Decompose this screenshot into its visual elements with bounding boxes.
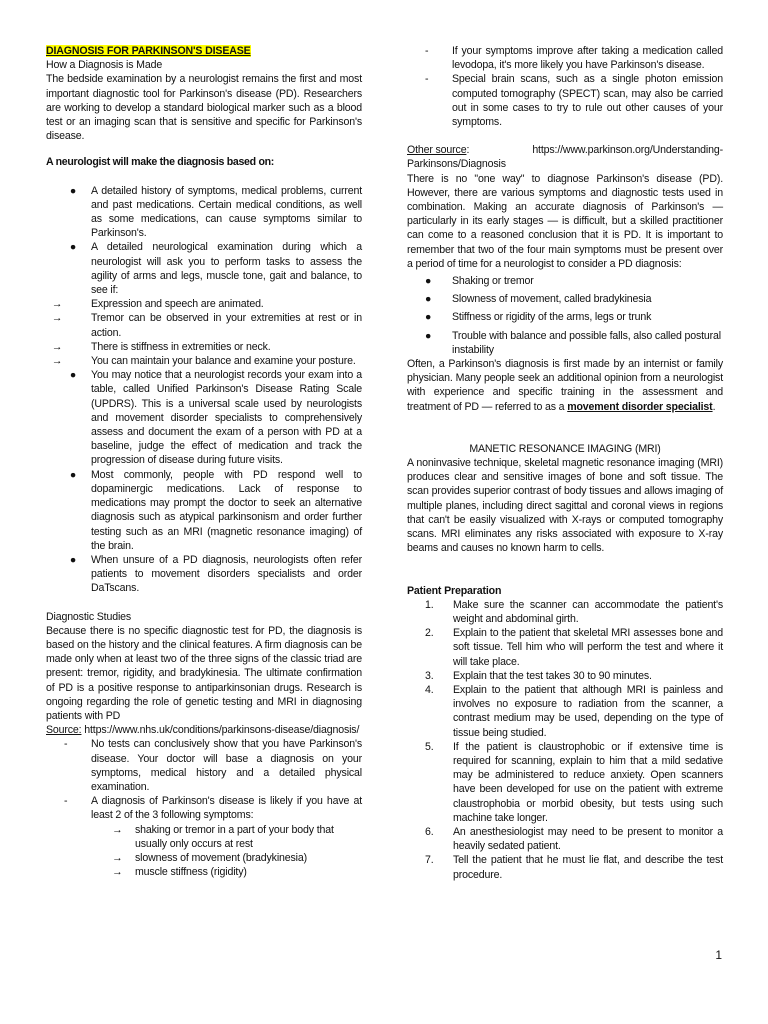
- main-symptoms-list: [407, 274, 723, 357]
- bullet-icon: ●: [425, 329, 432, 342]
- source-line: [46, 723, 362, 737]
- arrow-right-icon: →: [112, 866, 123, 879]
- document-title: DIAGNOSIS FOR PARKINSON'S DISEASE: [46, 45, 251, 57]
- source-dash-list: [46, 737, 362, 822]
- arrow-right-icon: →: [51, 355, 63, 368]
- basis-list: [46, 184, 362, 298]
- list-item: 6. An anesthesiologist may need to be present to monitor a heavily sedated patient.: [425, 825, 723, 853]
- movement-disorder-specialist-link[interactable]: movement disorder specialist: [567, 400, 713, 413]
- list-item: → Expression and speech are animated.: [46, 297, 362, 311]
- list-item: ● Most commonly, people with PD respond well to dopaminergic medications. Lack of response to medications may prompt the doctor to seek an alternative diagnosis such as atypical parkinsonism and order further testing such as an MRI (magnetic resonance imaging) of the brain.: [46, 468, 362, 553]
- arrow-right-icon: →: [112, 823, 123, 836]
- list-item: - A diagnosis of Parkinson's disease is likely if you have at least 2 of the 3 following symptoms:: [64, 795, 362, 822]
- list-item: 1. Make sure the scanner can accommodate the patient's weight and abdominal girth.: [425, 598, 723, 625]
- list-item: ● Trouble with balance and possible falls, also called postural instability: [425, 329, 721, 356]
- list-item: → shaking or tremor in a part of your body that usually only occurs at rest: [112, 823, 334, 850]
- basis-heading: A neurologist will make the diagnosis based on:: [46, 156, 275, 169]
- list-item: - If your symptoms improve after taking a medication called levodopa, it's more likely you have Parkinson's disease.: [425, 45, 723, 72]
- right-dash-list: [407, 44, 723, 129]
- bullet-icon: ●: [69, 369, 77, 382]
- list-item: - Special brain scans, such as a single photon emission computed tomography (SPECT) scan, may also be carried out in some cases to try to rule out other causes of your symptoms.: [425, 73, 723, 129]
- list-item: → muscle stiffness (rigidity): [112, 866, 247, 879]
- bullet-icon: ●: [69, 184, 77, 197]
- no-one-way-paragraph: There is no "one way" to diagnose Parkinson's disease (PD). However, there are various symptoms and diagnostic tests used in combination. Making an accurate diagnosis of Parkinson's — particularly in its early stages — is difficult, but a skilled practitioner can come to a reasoned conclusion that it is PD. It is important to remember that two of the four main symptoms must be present over a period of time for a neurologist to consider a PD diagnosis:: [407, 172, 723, 270]
- studies-paragraph: Because there is no specific diagnostic test for PD, the diagnosis is based on the history and the clinical features. A firm diagnosis can be made only when at least two of the three signs of the classic triad are present: tremor, rigidity, and bradykinesia. The ultimate confirmation of PD is a positive response to antiparkinsonian drugs. Research is ongoing regarding the role of genetic testing and MRI in diagnosing patients with PD: [46, 624, 362, 722]
- often-paragraph: Often, a Parkinson's diagnosis is first made by an internist or family physician. Many people seek an additional opinion from a neurologist with experience and specific training in the assessment and treatment of PD — referred to as a movement disorder specialist.: [407, 358, 723, 413]
- dash-icon: -: [425, 45, 429, 57]
- arrow-right-icon: →: [51, 312, 63, 325]
- section-subtitle: How a Diagnosis is Made: [46, 59, 163, 72]
- studies-heading: Diagnostic Studies: [46, 610, 132, 623]
- other-source-link-cont[interactable]: Parkinsons/Diagnosis: [407, 158, 506, 171]
- list-item: ● You may notice that a neurologist records your exam into a table, called Unified Parkinson's Disease Rating Scale (UPDRS). This is a universal scale used by neurologists and movement disorder specialists to comprehensively assess and document the exam of a person with PD at a baseline, judge the effect of medication and track the progression of disease during future visits.: [46, 368, 362, 467]
- bullet-icon: ●: [425, 275, 432, 288]
- list-item: ● When unsure of a PD diagnosis, neurologists often refer patients to movement disorders specialists and order DaTscans.: [46, 553, 362, 596]
- bullet-icon: ●: [69, 241, 77, 254]
- other-source-line: Other source: https://www.parkinson.org/Understanding-: [407, 144, 723, 157]
- prep-list: [407, 598, 723, 882]
- page-number: 1: [715, 948, 722, 962]
- list-item: ● A detailed history of symptoms, medical problems, current and past medications. Certain medical conditions, as well as some medications, can cause symptoms similar to Parkinson's.: [46, 184, 362, 241]
- list-item: → You can maintain your balance and examine your posture.: [46, 354, 362, 368]
- list-item: ● Shaking or tremor: [425, 275, 534, 288]
- list-item: ● Slowness of movement, called bradykinesia: [425, 293, 652, 306]
- symptom-list: [46, 823, 362, 880]
- bullet-icon: ●: [69, 553, 77, 566]
- bullet-icon: ●: [69, 468, 77, 481]
- arrow-right-icon: →: [51, 298, 63, 311]
- other-source-link[interactable]: https://www.parkinson.org/Understanding-: [532, 144, 723, 157]
- list-item: 3. Explain that the test takes 30 to 90 minutes.: [425, 669, 652, 682]
- list-item: 7. Tell the patient that he must lie flat, and describe the test procedure.: [425, 854, 723, 881]
- dash-icon: -: [425, 73, 429, 86]
- see-if-list: [46, 297, 362, 368]
- source-label: Source:: [46, 724, 82, 737]
- list-item: - No tests can conclusively show that you have Parkinson's disease. Your doctor will base a diagnosis on your symptoms, medical history and a detailed physical examination.: [64, 738, 362, 793]
- left-column: [46, 44, 362, 879]
- list-item: → There is stiffness in extremities or neck.: [46, 340, 362, 354]
- prep-heading: Patient Preparation: [407, 584, 502, 597]
- other-source-label: Other source: [407, 144, 467, 157]
- list-item: 2. Explain to the patient that skeletal MRI assesses bone and soft tissue. Tell him who will perform the test and where it will take place.: [425, 627, 723, 668]
- right-column: [407, 44, 723, 882]
- list-item: → Tremor can be observed in your extremities at rest or in action.: [46, 311, 362, 339]
- intro-paragraph: The bedside examination by a neurologist remains the first and most important diagnostic tool for Parkinson's disease (PD). Researchers are working to develop a standard biological marker such as a blood test or an imaging scan that is sensitive and specific for Parkinson's disease.: [46, 73, 362, 143]
- bullet-icon: ●: [425, 293, 432, 306]
- mri-paragraph: A noninvasive technique, skeletal magnetic resonance imaging (MRI) produces clear and sensitive images of bone and soft tissue. The scan provides superior contrast of body tissues and allows imaging of multiple planes, including direct sagittal and coronal views in regions that can't be easily visualized with X-rays or computed tomography scans. MRI eliminates any risks associated with exposure to X-ray beams and causes no known harm to cells.: [407, 457, 723, 555]
- list-item: → slowness of movement (bradykinesia): [112, 851, 307, 864]
- dash-icon: -: [64, 738, 68, 751]
- arrow-right-icon: →: [51, 340, 63, 353]
- dash-icon: -: [64, 795, 68, 808]
- list-item: ● Stiffness or rigidity of the arms, legs or trunk: [425, 311, 652, 324]
- more-list: [46, 368, 362, 595]
- list-item: 4. Explain to the patient that although MRI is painless and involves no exposure to radiation from the scanner, a contrast medium may be used, depending on the type of tissue being studied.: [425, 683, 723, 739]
- list-item: ● A detailed neurological examination during which a neurologist will ask you to perform tasks to assess the agility of arms and legs, muscle tone, gait and balance, to see if:: [46, 240, 362, 297]
- list-item: 5. If the patient is claustrophobic or if extensive time is required for scanning, explain to him that a mild sedative may be administered to reduce anxiety. Open scanners have been developed for use on the patient with extreme claustrophobia or morbid obesity, but tests using such machine take longer.: [425, 740, 723, 824]
- bullet-icon: ●: [425, 311, 432, 324]
- arrow-right-icon: →: [112, 851, 123, 864]
- source-link[interactable]: https://www.nhs.uk/conditions/parkinsons-disease/diagnosis/: [81, 724, 360, 737]
- mri-heading: MANETIC RESONANCE IMAGING (MRI): [469, 442, 661, 455]
